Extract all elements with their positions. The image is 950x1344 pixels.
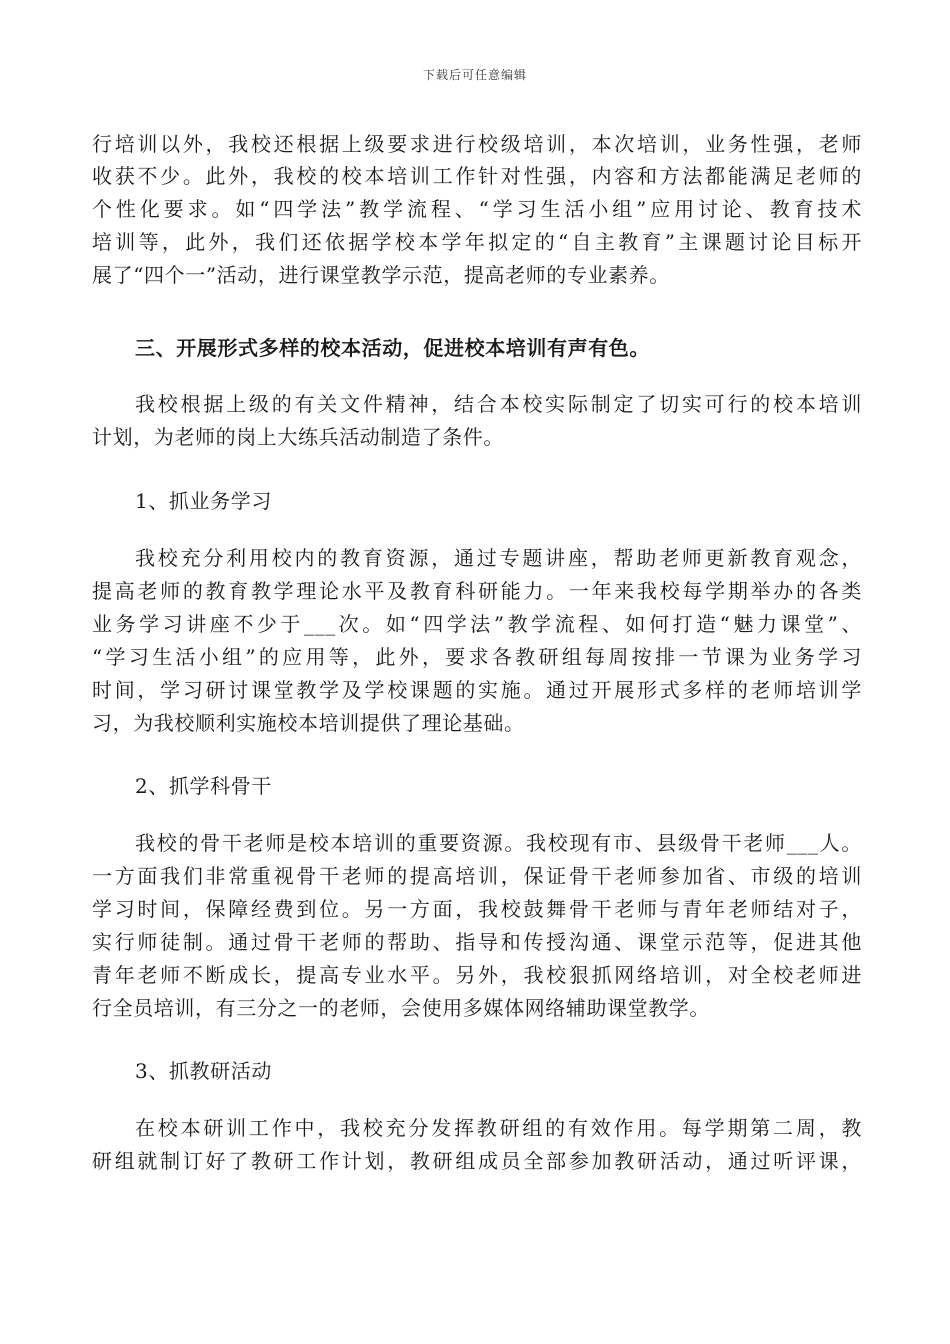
paragraph-line: 收获不少。此外，我校的校本培训工作针对性强，内容和方法都能满足老师的 (92, 164, 862, 188)
paragraph-line: 个性化要求。如“四学法”教学流程、“学习生活小组”应用讨论、教育技术 (92, 197, 862, 221)
paragraph-line: 在校本研训工作中，我校充分发挥教研组的有效作用。每学期第二周，教 (135, 1116, 862, 1140)
subsection-heading: 3、抓教研活动 (135, 1059, 272, 1083)
paragraph-line: 研组就制订好了教研工作计划，教研组成员全部参加教研活动，通过听评课， (92, 1149, 862, 1173)
paragraph-line: 时间，学习研讨课堂教学及学校课题的实施。通过开展形式多样的老师培训学 (92, 678, 862, 702)
paragraph-line: 提高老师的教育教学理论水平及教育科研能力。一年来我校每学期举办的各类 (92, 579, 862, 603)
paragraph-line: 行全员培训，有三分之一的老师，会使用多媒体网络辅助课堂教学。 (92, 996, 710, 1020)
paragraph-line: 培训等，此外，我们还依据学校本学年拟定的“自主教育”主课题讨论目标开 (92, 230, 862, 254)
paragraph-line: 一方面我们非常重视骨干老师的提高培训，保证骨干老师参加省、市级的培训 (92, 864, 862, 888)
paragraph-line: 我校充分利用校内的教育资源，通过专题讲座，帮助老师更新教育观念， (135, 546, 862, 570)
paragraph-line: 实行师徒制。通过骨干老师的帮助、指导和传授沟通、课堂示范等，促进其他 (92, 930, 862, 954)
paragraph-line: “学习生活小组”的应用等，此外，要求各教研组每周按排一节课为业务学习 (92, 645, 862, 669)
subsection-heading: 2、抓学科骨干 (135, 774, 272, 798)
paragraph-line: 行培训以外，我校还根据上级要求进行校级培训，本次培训，业务性强，老师 (92, 132, 862, 156)
section-heading: 三、开展形式多样的校本活动，促进校本培训有声有色。 (135, 336, 650, 360)
paragraph-line: 计划，为老师的岗上大练兵活动制造了条件。 (92, 425, 504, 449)
paragraph-line: 我校根据上级的有关文件精神，结合本校实际制定了切实可行的校本培训 (135, 392, 862, 416)
paragraph-line: 青年老师不断成长，提高专业水平。另外，我校狠抓网络培训，对全校老师进 (92, 963, 862, 987)
paragraph-line: 学习时间，保障经费到位。另一方面，我校鼓舞骨干老师与青年老师结对子， (92, 897, 862, 921)
paragraph-line: 习，为我校顺利实施校本培训提供了理论基础。 (92, 711, 525, 735)
paragraph-line: 我校的骨干老师是校本培训的重要资源。我校现有市、县级骨干老师___人。 (135, 831, 862, 855)
page-header: 下载后可任意编辑 (422, 68, 527, 82)
subsection-heading: 1、抓业务学习 (135, 489, 272, 513)
paragraph-line: 业务学习讲座不少于___次。如“四学法”教学流程、如何打造“魅力课堂”、 (92, 612, 862, 636)
paragraph-line: 展了“四个一”活动，进行课堂教学示范，提高老师的专业素养。 (92, 263, 670, 287)
